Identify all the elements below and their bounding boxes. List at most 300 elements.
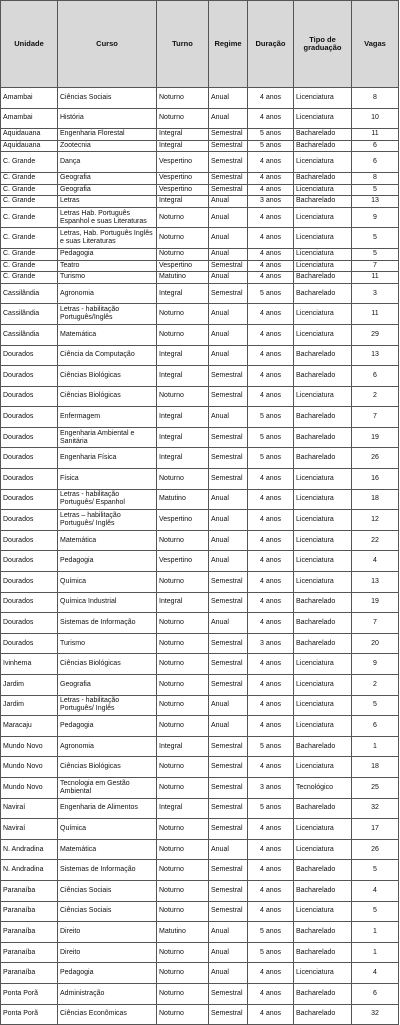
header-duracao: Duração (248, 1, 294, 88)
table-row (1, 345, 399, 366)
cell-duracao: 4 anos (248, 860, 294, 881)
cell-regime: Anual (209, 716, 248, 737)
cell-turno: Vespertino (157, 551, 209, 572)
cell-turno: Noturno (157, 469, 209, 490)
cell-curso: Engenharia de Alimentos (58, 798, 157, 819)
cell-curso: Pedagogia (58, 963, 157, 984)
cell-vagas: 7 (352, 613, 399, 634)
cell-tipo-graduacao: Bacharelado (294, 427, 352, 448)
cell-tipo-graduacao: Licenciatura (294, 675, 352, 696)
cell-turno: Vespertino (157, 260, 209, 272)
cell-turno: Integral (157, 129, 209, 141)
cell-unidade: Aquidauana (1, 140, 58, 152)
cell-turno: Noturno (157, 654, 209, 675)
cell-vagas: 1 (352, 922, 399, 943)
cell-regime: Anual (209, 695, 248, 716)
cell-unidade: Paranaíba (1, 963, 58, 984)
cell-vagas: 26 (352, 448, 399, 469)
cell-duracao: 5 anos (248, 283, 294, 304)
header-tipo-graduacao: Tipo de graduação (294, 1, 352, 88)
table-body (1, 88, 399, 1025)
cell-unidade: Dourados (1, 592, 58, 613)
cell-curso: Agronomia (58, 736, 157, 757)
cell-turno: Integral (157, 798, 209, 819)
cell-tipo-graduacao: Bacharelado (294, 983, 352, 1004)
cell-duracao: 4 anos (248, 469, 294, 490)
header-unidade: Unidade (1, 1, 58, 88)
cell-unidade: Dourados (1, 407, 58, 428)
cell-duracao: 4 anos (248, 592, 294, 613)
cell-regime: Anual (209, 613, 248, 634)
cell-duracao: 4 anos (248, 304, 294, 325)
cell-turno: Vespertino (157, 152, 209, 173)
table-row (1, 427, 399, 448)
cell-vagas: 5 (352, 184, 399, 196)
table-row (1, 248, 399, 260)
cell-tipo-graduacao: Licenciatura (294, 901, 352, 922)
cell-vagas: 26 (352, 839, 399, 860)
cell-duracao: 3 anos (248, 777, 294, 798)
cell-curso: Teatro (58, 260, 157, 272)
table-row (1, 777, 399, 798)
cell-turno: Noturno (157, 228, 209, 249)
cell-vagas: 16 (352, 469, 399, 490)
cell-turno: Integral (157, 345, 209, 366)
cell-vagas: 5 (352, 901, 399, 922)
table-row (1, 963, 399, 984)
cell-regime: Anual (209, 272, 248, 284)
table-row (1, 304, 399, 325)
table-row (1, 228, 399, 249)
cell-tipo-graduacao: Bacharelado (294, 942, 352, 963)
cell-duracao: 3 anos (248, 633, 294, 654)
cell-vagas: 4 (352, 551, 399, 572)
cell-duracao: 4 anos (248, 207, 294, 228)
cell-tipo-graduacao: Licenciatura (294, 716, 352, 737)
cell-tipo-graduacao: Licenciatura (294, 304, 352, 325)
cell-tipo-graduacao: Bacharelado (294, 613, 352, 634)
cell-unidade: Dourados (1, 345, 58, 366)
header-curso: Curso (58, 1, 157, 88)
table-row (1, 448, 399, 469)
cell-duracao: 3 anos (248, 196, 294, 208)
cell-duracao: 4 anos (248, 880, 294, 901)
cell-turno: Integral (157, 592, 209, 613)
cell-regime: Semestral (209, 469, 248, 490)
cell-curso: Letras - habilitação Português/Inglês (58, 304, 157, 325)
cell-unidade: Dourados (1, 386, 58, 407)
cell-unidade: C. Grande (1, 207, 58, 228)
cell-unidade: Dourados (1, 427, 58, 448)
cell-unidade: Ponta Porã (1, 1004, 58, 1025)
cell-duracao: 5 anos (248, 736, 294, 757)
cell-regime: Anual (209, 248, 248, 260)
cell-unidade: Dourados (1, 551, 58, 572)
cell-curso: Geografia (58, 184, 157, 196)
cell-duracao: 4 anos (248, 654, 294, 675)
table-row (1, 366, 399, 387)
cell-turno: Integral (157, 140, 209, 152)
cell-turno: Noturno (157, 716, 209, 737)
cell-turno: Vespertino (157, 184, 209, 196)
cell-turno: Integral (157, 283, 209, 304)
cell-duracao: 5 anos (248, 140, 294, 152)
table-row (1, 1004, 399, 1025)
cell-vagas: 29 (352, 324, 399, 345)
table-row (1, 798, 399, 819)
cell-tipo-graduacao: Licenciatura (294, 654, 352, 675)
table-row (1, 922, 399, 943)
table-row (1, 108, 399, 129)
cell-duracao: 4 anos (248, 572, 294, 593)
cell-regime: Semestral (209, 140, 248, 152)
cell-curso: Engenharia Física (58, 448, 157, 469)
cell-regime: Anual (209, 407, 248, 428)
cell-regime: Semestral (209, 172, 248, 184)
cell-curso: Matemática (58, 324, 157, 345)
cell-unidade: C. Grande (1, 184, 58, 196)
cell-duracao: 4 anos (248, 716, 294, 737)
cell-unidade: Mundo Novo (1, 757, 58, 778)
cell-duracao: 4 anos (248, 675, 294, 696)
cell-turno: Integral (157, 366, 209, 387)
cell-turno: Noturno (157, 88, 209, 109)
cell-turno: Integral (157, 448, 209, 469)
cell-vagas: 5 (352, 860, 399, 881)
cell-duracao: 4 anos (248, 757, 294, 778)
cell-vagas: 17 (352, 819, 399, 840)
cell-curso: Letras Hab. Português Espanhol e suas Literaturas (58, 207, 157, 228)
cell-regime: Anual (209, 304, 248, 325)
cell-tipo-graduacao: Licenciatura (294, 757, 352, 778)
cell-vagas: 6 (352, 152, 399, 173)
cell-tipo-graduacao: Licenciatura (294, 228, 352, 249)
cell-tipo-graduacao: Licenciatura (294, 551, 352, 572)
cell-regime: Semestral (209, 184, 248, 196)
table-row (1, 407, 399, 428)
table-header-row (1, 1, 399, 88)
cell-duracao: 5 anos (248, 407, 294, 428)
table-row (1, 272, 399, 284)
cell-vagas: 5 (352, 228, 399, 249)
cell-tipo-graduacao: Bacharelado (294, 407, 352, 428)
table-row (1, 129, 399, 141)
table-row (1, 324, 399, 345)
cell-unidade: Amambai (1, 88, 58, 109)
cell-regime: Anual (209, 88, 248, 109)
cell-vagas: 3 (352, 283, 399, 304)
cell-curso: Física (58, 469, 157, 490)
cell-curso: Química (58, 572, 157, 593)
cell-duracao: 4 anos (248, 839, 294, 860)
cell-regime: Semestral (209, 675, 248, 696)
cell-duracao: 4 anos (248, 613, 294, 634)
cell-duracao: 5 anos (248, 922, 294, 943)
cell-curso: Sistemas de Informação (58, 860, 157, 881)
cell-duracao: 5 anos (248, 427, 294, 448)
cell-duracao: 4 anos (248, 345, 294, 366)
cell-tipo-graduacao: Bacharelado (294, 272, 352, 284)
cell-curso: Engenharia Ambiental e Sanitária (58, 427, 157, 448)
cell-vagas: 19 (352, 592, 399, 613)
cell-tipo-graduacao: Licenciatura (294, 572, 352, 593)
cell-regime: Semestral (209, 901, 248, 922)
cell-unidade: Paranaíba (1, 901, 58, 922)
cell-regime: Semestral (209, 983, 248, 1004)
table-row (1, 942, 399, 963)
cell-vagas: 7 (352, 407, 399, 428)
cell-regime: Semestral (209, 757, 248, 778)
cell-duracao: 5 anos (248, 448, 294, 469)
cell-duracao: 4 anos (248, 88, 294, 109)
cell-tipo-graduacao: Tecnológico (294, 777, 352, 798)
table-row (1, 592, 399, 613)
cell-tipo-graduacao: Bacharelado (294, 196, 352, 208)
cell-vagas: 8 (352, 172, 399, 184)
cell-vagas: 5 (352, 695, 399, 716)
cell-tipo-graduacao: Bacharelado (294, 366, 352, 387)
cell-regime: Anual (209, 324, 248, 345)
cell-vagas: 13 (352, 345, 399, 366)
cell-curso: Letras (58, 196, 157, 208)
cell-unidade: C. Grande (1, 272, 58, 284)
table-row (1, 510, 399, 531)
cell-tipo-graduacao: Licenciatura (294, 510, 352, 531)
cell-turno: Noturno (157, 1004, 209, 1025)
cell-regime: Semestral (209, 860, 248, 881)
cell-unidade: Paranaíba (1, 942, 58, 963)
cell-vagas: 6 (352, 140, 399, 152)
cell-turno: Matutino (157, 272, 209, 284)
table-row (1, 613, 399, 634)
cell-vagas: 32 (352, 798, 399, 819)
cell-unidade: Jardim (1, 695, 58, 716)
cell-vagas: 12 (352, 510, 399, 531)
cell-curso: Química (58, 819, 157, 840)
cell-tipo-graduacao: Licenciatura (294, 963, 352, 984)
cell-duracao: 4 anos (248, 386, 294, 407)
cell-turno: Noturno (157, 757, 209, 778)
cell-tipo-graduacao: Licenciatura (294, 108, 352, 129)
cell-duracao: 4 anos (248, 248, 294, 260)
cell-duracao: 4 anos (248, 184, 294, 196)
cell-curso: Letras - habilitação Português/ Inglês (58, 695, 157, 716)
header-vagas: Vagas (352, 1, 399, 88)
cell-tipo-graduacao: Bacharelado (294, 922, 352, 943)
cell-unidade: Dourados (1, 510, 58, 531)
cell-duracao: 4 anos (248, 551, 294, 572)
cell-unidade: Dourados (1, 489, 58, 510)
cell-vagas: 19 (352, 427, 399, 448)
cell-unidade: Dourados (1, 448, 58, 469)
cell-vagas: 6 (352, 366, 399, 387)
cell-turno: Noturno (157, 386, 209, 407)
cell-curso: Enfermagem (58, 407, 157, 428)
cell-unidade: C. Grande (1, 228, 58, 249)
cell-unidade: Maracaju (1, 716, 58, 737)
cell-turno: Noturno (157, 675, 209, 696)
cell-regime: Anual (209, 108, 248, 129)
cell-unidade: Aquidauana (1, 129, 58, 141)
cell-duracao: 4 anos (248, 819, 294, 840)
table-row (1, 140, 399, 152)
cell-duracao: 4 anos (248, 324, 294, 345)
cell-duracao: 4 anos (248, 963, 294, 984)
cell-tipo-graduacao: Bacharelado (294, 592, 352, 613)
cell-tipo-graduacao: Licenciatura (294, 530, 352, 551)
cell-duracao: 4 anos (248, 172, 294, 184)
cell-duracao: 4 anos (248, 489, 294, 510)
table-row (1, 839, 399, 860)
cell-curso: Direito (58, 922, 157, 943)
cell-curso: Ciências Biológicas (58, 386, 157, 407)
cell-regime: Anual (209, 196, 248, 208)
cell-duracao: 4 anos (248, 152, 294, 173)
table-row (1, 819, 399, 840)
cell-turno: Noturno (157, 901, 209, 922)
cell-tipo-graduacao: Licenciatura (294, 260, 352, 272)
cell-unidade: Jardim (1, 675, 58, 696)
cell-tipo-graduacao: Licenciatura (294, 207, 352, 228)
cell-tipo-graduacao: Bacharelado (294, 172, 352, 184)
cell-regime: Anual (209, 510, 248, 531)
cell-regime: Anual (209, 228, 248, 249)
cell-unidade: Paranaíba (1, 880, 58, 901)
cell-duracao: 4 anos (248, 901, 294, 922)
cell-regime: Semestral (209, 819, 248, 840)
cell-curso: Geografia (58, 675, 157, 696)
cell-tipo-graduacao: Bacharelado (294, 1004, 352, 1025)
cell-curso: Letras – habilitação Português/ Inglês (58, 510, 157, 531)
cell-duracao: 4 anos (248, 695, 294, 716)
table-row (1, 172, 399, 184)
cell-turno: Noturno (157, 207, 209, 228)
cell-tipo-graduacao: Licenciatura (294, 819, 352, 840)
cell-vagas: 18 (352, 489, 399, 510)
cell-tipo-graduacao: Licenciatura (294, 386, 352, 407)
cell-regime: Semestral (209, 654, 248, 675)
cell-turno: Matutino (157, 922, 209, 943)
cell-regime: Semestral (209, 592, 248, 613)
table-row (1, 469, 399, 490)
cell-curso: Turismo (58, 633, 157, 654)
cell-unidade: Amambai (1, 108, 58, 129)
cell-tipo-graduacao: Bacharelado (294, 345, 352, 366)
cell-turno: Noturno (157, 777, 209, 798)
cell-unidade: Dourados (1, 469, 58, 490)
cell-vagas: 11 (352, 272, 399, 284)
cell-vagas: 13 (352, 572, 399, 593)
table-row (1, 207, 399, 228)
cell-turno: Matutino (157, 489, 209, 510)
cell-curso: Matemática (58, 839, 157, 860)
cell-vagas: 11 (352, 304, 399, 325)
cell-duracao: 4 anos (248, 1004, 294, 1025)
cell-unidade: Dourados (1, 530, 58, 551)
cell-curso: Administração (58, 983, 157, 1004)
cell-turno: Vespertino (157, 510, 209, 531)
cell-regime: Anual (209, 839, 248, 860)
cell-tipo-graduacao: Licenciatura (294, 248, 352, 260)
cell-turno: Noturno (157, 108, 209, 129)
cell-regime: Semestral (209, 1004, 248, 1025)
cell-unidade: C. Grande (1, 260, 58, 272)
cell-curso: Zootecnia (58, 140, 157, 152)
cell-unidade: Naviraí (1, 819, 58, 840)
table-row (1, 695, 399, 716)
cell-tipo-graduacao: Licenciatura (294, 695, 352, 716)
cell-curso: Turismo (58, 272, 157, 284)
cell-turno: Noturno (157, 880, 209, 901)
cell-turno: Integral (157, 736, 209, 757)
cell-vagas: 20 (352, 633, 399, 654)
cell-regime: Anual (209, 551, 248, 572)
cell-turno: Noturno (157, 324, 209, 345)
cell-vagas: 4 (352, 963, 399, 984)
cell-curso: Ciências Sociais (58, 880, 157, 901)
cell-regime: Semestral (209, 798, 248, 819)
cell-vagas: 22 (352, 530, 399, 551)
cell-unidade: Mundo Novo (1, 777, 58, 798)
cell-vagas: 32 (352, 1004, 399, 1025)
cell-regime: Semestral (209, 260, 248, 272)
table-row (1, 654, 399, 675)
cell-vagas: 10 (352, 108, 399, 129)
cell-vagas: 7 (352, 260, 399, 272)
cell-regime: Semestral (209, 880, 248, 901)
table-row (1, 260, 399, 272)
cell-regime: Semestral (209, 633, 248, 654)
cell-regime: Semestral (209, 152, 248, 173)
cell-curso: Agronomia (58, 283, 157, 304)
cell-curso: Pedagogia (58, 716, 157, 737)
table-row (1, 860, 399, 881)
cell-unidade: Dourados (1, 633, 58, 654)
table-row (1, 283, 399, 304)
cell-tipo-graduacao: Licenciatura (294, 184, 352, 196)
cell-tipo-graduacao: Licenciatura (294, 152, 352, 173)
cell-unidade: Cassilândia (1, 304, 58, 325)
table-row (1, 675, 399, 696)
cell-unidade: Mundo Novo (1, 736, 58, 757)
header-turno: Turno (157, 1, 209, 88)
cell-curso: Química Industrial (58, 592, 157, 613)
cell-curso: Geografia (58, 172, 157, 184)
cell-tipo-graduacao: Bacharelado (294, 283, 352, 304)
cell-duracao: 4 anos (248, 228, 294, 249)
cell-curso: Letras, Hab. Português Inglês e suas Literaturas (58, 228, 157, 249)
cell-regime: Anual (209, 942, 248, 963)
cell-turno: Noturno (157, 530, 209, 551)
table-row (1, 633, 399, 654)
cell-curso: Matemática (58, 530, 157, 551)
cell-curso: Ciências Biológicas (58, 757, 157, 778)
cell-unidade: Dourados (1, 572, 58, 593)
cell-tipo-graduacao: Bacharelado (294, 880, 352, 901)
cell-regime: Semestral (209, 572, 248, 593)
cell-turno: Integral (157, 407, 209, 428)
cell-regime: Semestral (209, 448, 248, 469)
cell-tipo-graduacao: Bacharelado (294, 736, 352, 757)
table-row (1, 551, 399, 572)
cell-vagas: 1 (352, 942, 399, 963)
cell-regime: Anual (209, 530, 248, 551)
cell-turno: Noturno (157, 695, 209, 716)
cell-regime: Anual (209, 963, 248, 984)
cell-curso: Letras - habilitação Português/ Espanhol (58, 489, 157, 510)
cell-unidade: Paranaíba (1, 922, 58, 943)
cell-vagas: 8 (352, 88, 399, 109)
